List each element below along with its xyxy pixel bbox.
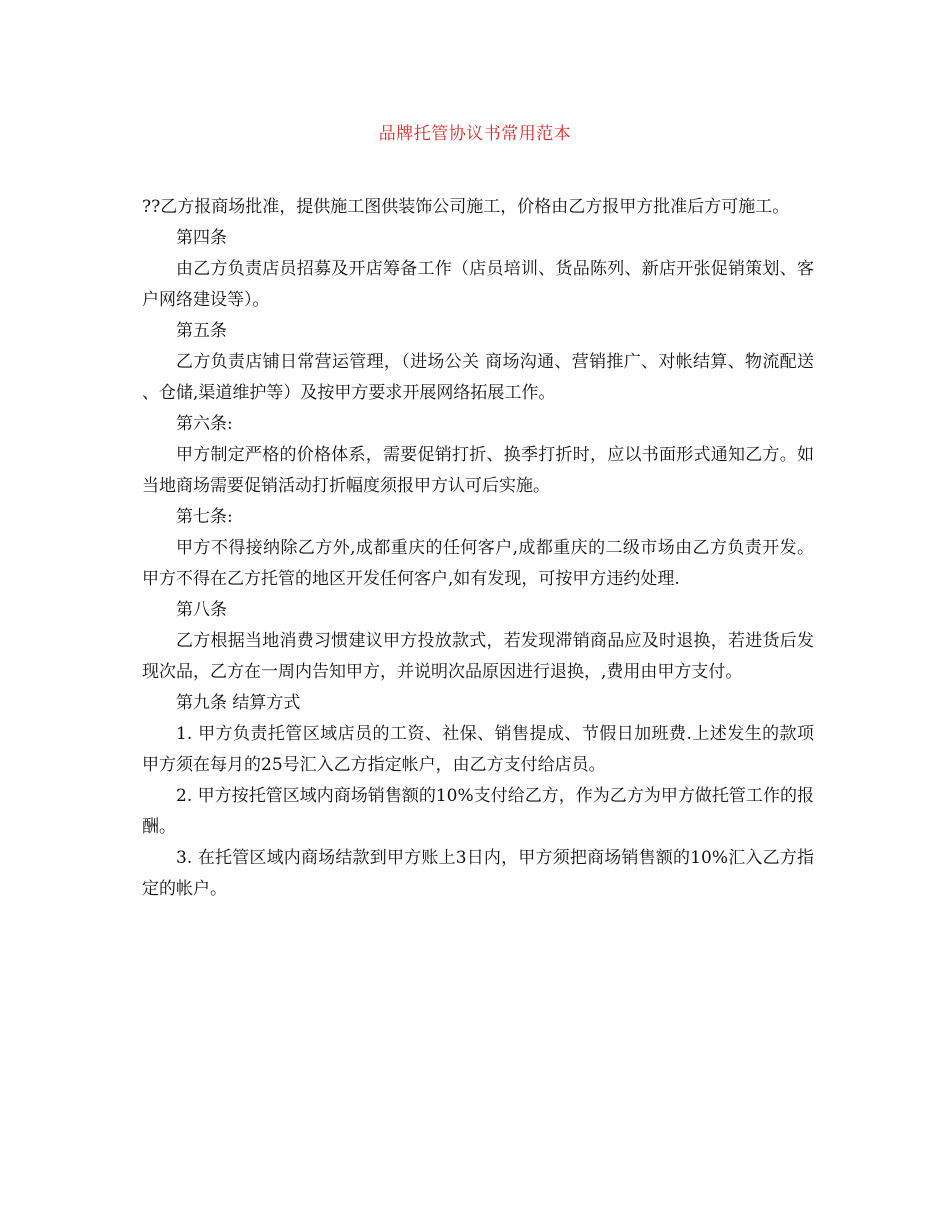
article-9-item-3: 3. 在托管区域内商场结款到甲方账上3日内，甲方须把商场销售额的10%汇入乙方指定的帐户。 <box>142 848 814 899</box>
article-6-text: 甲方制定严格的价格体系，需要促销打折、换季打折时，应以书面形式通知乙方。如当地商场需要促销活动打折幅度须报甲方认可后实施。 <box>142 445 814 496</box>
article-7-heading: 第七条: <box>176 507 233 527</box>
article-6-heading: 第六条: <box>176 414 233 434</box>
article-8-text: 乙方根据当地消费习惯建议甲方投放款式，若发现滞销商品应及时退换，若进货后发现次品，乙方在一周内告知甲方，并说明次品原因进行退换，,费用由甲方支付。 <box>142 631 814 682</box>
article-9-heading: 第九条 结算方式 <box>176 693 301 713</box>
paragraph-construction-approval: ??乙方报商场批准，提供施工图供装饰公司施工，价格由乙方报甲方批准后方可施工。 <box>142 197 790 217</box>
article-8-heading: 第八条 <box>176 600 227 620</box>
article-5-text: 乙方负责店铺日常营运管理，（进场公关 商场沟通、营销推广、对帐结算、物流配送、仓储,渠道维护等）及按甲方要求开展网络拓展工作。 <box>142 352 814 403</box>
article-5-heading: 第五条 <box>176 321 227 341</box>
article-4-text: 由乙方负责店员招募及开店筹备工作（店员培训、货品陈列、新店开张促销策划、客户网络建设等）。 <box>142 259 814 310</box>
document-title: 品牌托管协议书常用范本 <box>378 124 572 144</box>
article-9-item-2: 2. 甲方按托管区域内商场销售额的10%支付给乙方，作为乙方为甲方做托管工作的报酬。 <box>142 786 814 837</box>
article-7-text: 甲方不得接纳除乙方外,成都重庆的任何客户,成都重庆的二级市场由乙方负责开发。甲方不得在乙方托管的地区开发任何客户,如有发现，可按甲方违约处理. <box>142 538 814 589</box>
document-body <box>142 192 814 905</box>
article-9-item-1: 1. 甲方负责托管区域店员的工资、社保、销售提成、节假日加班费.上述发生的款项甲方须在每月的25号汇入乙方指定帐户，由乙方支付给店员。 <box>142 724 814 775</box>
article-4-heading: 第四条 <box>176 228 227 248</box>
